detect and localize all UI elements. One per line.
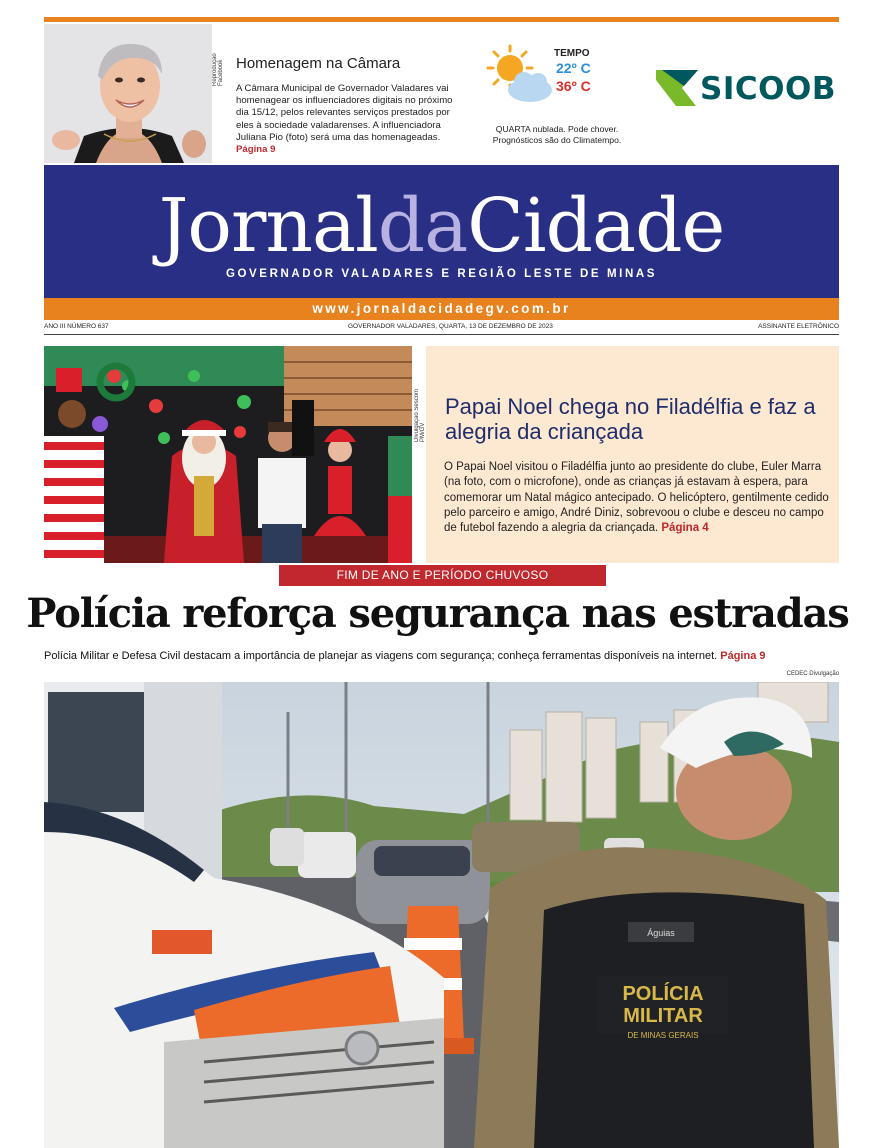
vest-text-minas: DE MINAS GERAIS: [627, 1031, 699, 1040]
lead-story-page-link[interactable]: Página 9: [720, 650, 766, 662]
homenagem-body-text: A Câmara Municipal de Governador Valadares vai homenagear os influenciadores digitais no próximo dia 15/12, pelos relevantes serviços prestados por eles à sociedade valadarenses. A influenciadora Juliana Pio (foto) será uma das homenageadas.: [236, 83, 453, 143]
subscription-label: ASSINANTE ELETRÔNICO: [758, 323, 839, 330]
newspaper-title[interactable]: [44, 183, 839, 269]
police-road-photo[interactable]: [44, 682, 839, 1148]
issue-number: ANO III NÚMERO 637: [44, 323, 109, 330]
vest-text-policia: POLÍCIA: [622, 983, 704, 1005]
weather-forecast-note: QUARTA nublada. Pode chover. Prognósticos são do Climatempo.: [492, 124, 622, 145]
homenagem-body: [236, 83, 462, 156]
top-orange-rule: [44, 17, 839, 22]
lead-story-deck: [44, 650, 844, 662]
lead-story-kicker: FIM DE ANO E PERÍODO CHUVOSO: [279, 565, 606, 586]
title-part-da: da: [377, 183, 468, 269]
vest-patch-text: Águias: [647, 928, 675, 938]
portrait-photo-credit: Reprodução Facebook: [212, 53, 224, 86]
lead-story-deck-text: Polícia Militar e Defesa Civil destacam a importância de planejar as viagens com segurança; conheça ferramentas disponíveis na internet.: [44, 650, 718, 662]
title-part-jornal: Jornal: [158, 183, 378, 269]
santa-event-illustration: [44, 346, 412, 563]
santa-event-photo[interactable]: [44, 346, 412, 563]
santa-story-page-link[interactable]: Página 4: [661, 522, 709, 535]
police-road-illustration: [44, 682, 839, 1148]
sicoob-logo-text: SICOOB: [700, 71, 836, 107]
website-url-link[interactable]: www.jornaldacidadegv.com.br: [44, 298, 839, 320]
portrait-illustration: [44, 24, 212, 163]
weather-max-temp: 36º C: [556, 78, 591, 94]
masthead-subtitle: GOVERNADOR VALADARES E REGIÃO LESTE DE MINAS: [225, 268, 658, 280]
homenagem-title[interactable]: Homenagem na Câmara: [236, 55, 401, 72]
dateline: GOVERNADOR VALADARES, QUARTA, 13 DE DEZEMBRO DE 2023: [348, 323, 553, 330]
title-part-cidade: Cidade: [467, 183, 725, 269]
weather-label: TEMPO: [554, 48, 590, 59]
lead-story-headline[interactable]: Polícia reforça segurança nas estradas: [26, 590, 849, 637]
lead-photo-credit: CEDEC Divulgação: [786, 671, 839, 677]
issue-meta-row: [44, 323, 839, 333]
santa-story-title[interactable]: Papai Noel chega no Filadélfia e faz a alegria da criançada: [445, 394, 816, 444]
masthead: [44, 165, 839, 298]
santa-photo-credit: Divulgação Sescom PM/GV: [414, 388, 426, 442]
vest-text-militar: MILITAR: [623, 1005, 703, 1027]
sun-cloud-icon: [480, 42, 560, 108]
weather-min-temp: 22º C: [556, 60, 591, 76]
meta-divider: [44, 334, 839, 335]
santa-story-body: [444, 460, 832, 536]
homenagem-page-link[interactable]: Página 9: [236, 144, 276, 156]
influencer-portrait-photo: [44, 24, 212, 163]
santa-story-text: O Papai Noel visitou o Filadélfia junto ao presidente do clube, Euler Marra (na foto, com o microfone), onde as crianças já estavam à espera, para comemorar um Natal mágico antecipado. O helicóptero, gentilmente cedido pelo parceiro e amigo, André Diniz, sobrevoou o clube e desceu no campo de futebol fazendo a alegria da criançada.: [444, 461, 829, 535]
